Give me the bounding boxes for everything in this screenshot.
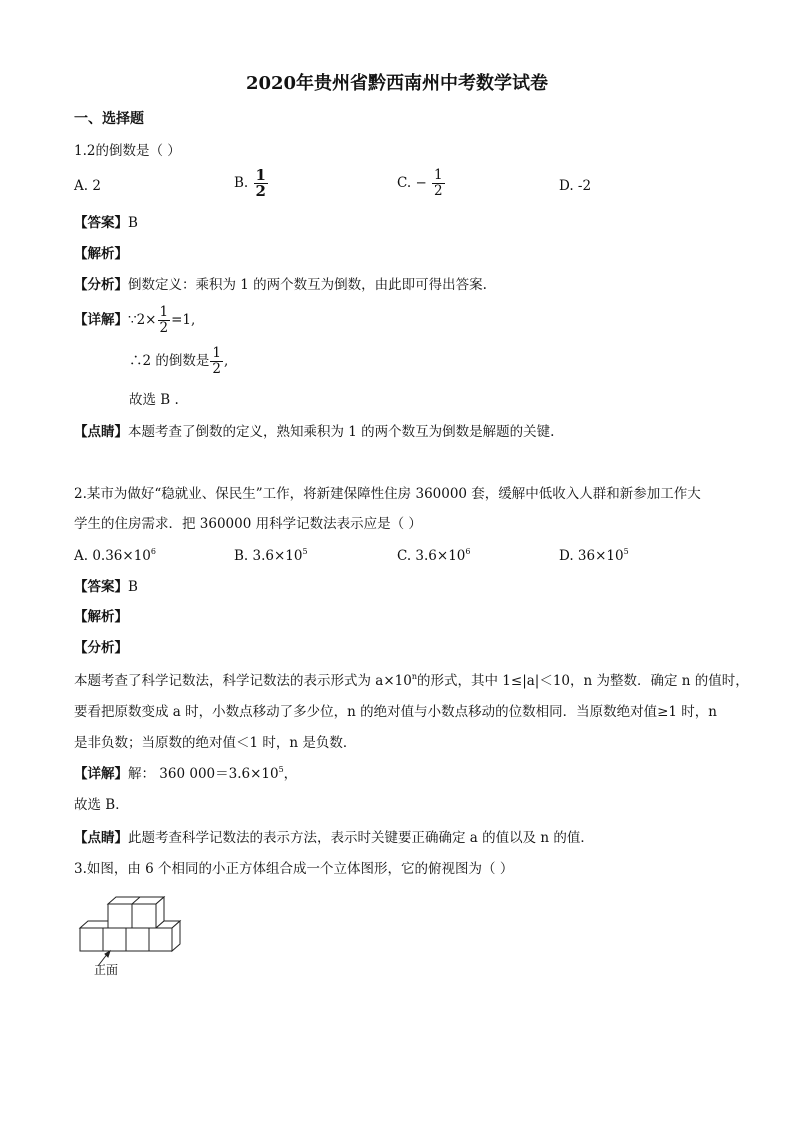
cube-top-2 — [132, 904, 156, 928]
q1-option-c-fraction: $\frac{1}{2}$ — [434, 167, 443, 199]
q2-stem-line1: 2.某市为做好“稳就业、保民生”工作，将新建保障性住房 360000 套，缓解中低收入人群和新参加工作大 — [74, 486, 701, 502]
section-heading: 一、选择题 — [74, 111, 144, 127]
q1-option-c — [397, 168, 446, 199]
q1-answer: 【答案】B — [74, 215, 138, 231]
q1-detail-fraction-2: $\frac{1}{2}$ — [212, 345, 221, 377]
q1-detail-line3: 故选 B . — [129, 392, 179, 408]
q2-option-b: B. $3.6\times 10^5$ — [234, 547, 308, 564]
q2-comment: 【点睛】此题考查科学记数法的表示方法，表示时关键要正确确定 a 的值以及 n 的值． — [74, 830, 594, 846]
q1-detail-line1: 【详解】∵2× $\frac{1}{2}$ =1, — [74, 304, 196, 336]
q1-detail-fraction-1: $\frac{1}{2}$ — [159, 304, 169, 336]
q2-option-a: A. $0.36\times 10^6$ — [74, 547, 156, 564]
q2-detail-line2: 故选 B． — [74, 797, 129, 813]
q1-option-b-fraction: $\frac{1}{2}$ — [255, 166, 266, 200]
cube-bottom-4 — [149, 928, 172, 951]
q2-body-line2: 要看把原数变成 a 时，小数点移动了多少位，n 的绝对值与小数点移动的位数相同．当原数绝对值≥1 时，n — [74, 704, 718, 720]
q1-option-a: A. 2 — [74, 178, 101, 194]
q3-stem: 3.如图，由 6 个相同的小正方体组合成一个立体图形，它的俯视图为（ ） — [74, 861, 514, 877]
cube-bottom-2 — [103, 928, 126, 951]
q2-body-line3: 是非负数；当原数的绝对值＜1 时，n 是负数． — [74, 735, 357, 751]
q1-option-c-label: C. — [397, 175, 412, 191]
q1-option-b — [234, 168, 269, 199]
q2-analysis-tag: 【解析】 — [74, 609, 128, 625]
q2-fenxi-tag: 【分析】 — [74, 640, 128, 656]
cube-bottom-1 — [80, 928, 103, 951]
q1-stem: 1.2的倒数是（ ） — [74, 143, 181, 159]
cube-top-1 — [108, 904, 132, 928]
q2-option-c: C. $3.6\times 10^6$ — [397, 547, 471, 564]
q2-detail-line1: 【详解】解： 360 $000=3.6\times 10^5$， — [74, 765, 298, 782]
page-title: 2020年贵州省黔西南州中考数学试卷 — [245, 73, 549, 94]
q1-comment: 【点睛】本题考查了倒数的定义，熟知乘积为 1 的两个数互为倒数是解题的关键. — [74, 424, 555, 440]
q2-body-line1: 本题考查了科学记数法，科学记数法的表示形式为 $a\times 10^n$的形式，其中 1≤|a|＜10，n 为整数．确定 n 的值时， — [74, 672, 749, 689]
q1-analysis-tag: 【解析】 — [74, 246, 128, 262]
q2-option-d: D. $36\times 10^5$ — [559, 547, 629, 564]
q1-detail-line2: ∴2 的倒数是 $\frac{1}{2}$ , — [129, 345, 229, 377]
q1-option-c-sign: − — [415, 175, 427, 191]
q1-fenxi: 【分析】倒数定义：乘积为 1 的两个数互为倒数，由此即可得出答案. — [74, 277, 487, 293]
q1-option-d: D. -2 — [559, 178, 592, 194]
cube-bottom-3 — [126, 928, 149, 951]
bottom-left-top-face — [80, 921, 108, 928]
q2-answer: 【答案】B — [74, 579, 138, 595]
q2-stem-line2: 学生的住房需求．把 360000 用科学记数法表示应是（ ） — [74, 516, 422, 532]
q1-option-b-label: B. — [234, 175, 249, 191]
figure-front-label: 正面 — [94, 963, 119, 977]
